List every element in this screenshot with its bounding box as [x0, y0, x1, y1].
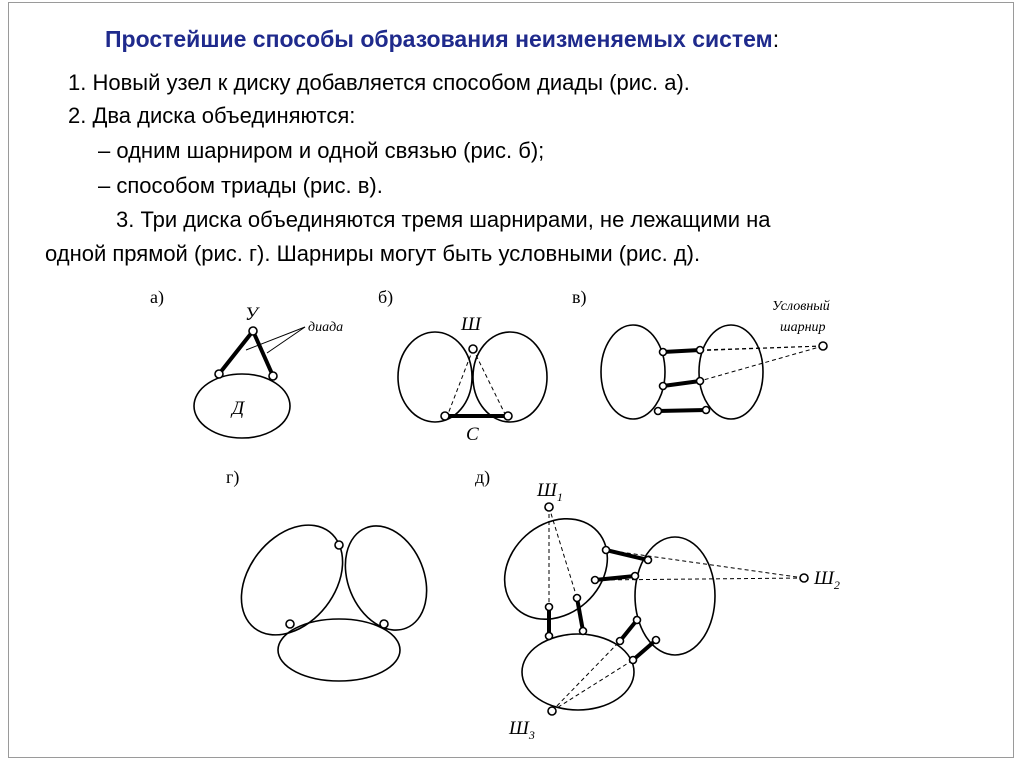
triad-hinge-1a — [660, 349, 667, 356]
hinge-sh3-sub: 3 — [528, 728, 535, 742]
text-line-4: – способом триады (рис. в). — [98, 173, 383, 198]
d-hinge-5a — [617, 638, 624, 645]
d-hinge-1b — [645, 557, 652, 564]
disk-b-left — [398, 332, 472, 422]
text-line-6: одной прямой (рис. г). Шарниры могут быть условными (рис. д). — [45, 241, 701, 266]
triad-hinge-3a — [655, 408, 662, 415]
d-hinge-5b — [634, 617, 641, 624]
triad-rod-3 — [658, 410, 706, 411]
disk-g-bottom — [278, 619, 400, 681]
disk-g-left — [221, 505, 364, 654]
disk-d-right — [635, 537, 715, 655]
hinge-sh2-letter: Ш — [814, 568, 834, 589]
disk-b-right-dash — [473, 349, 505, 414]
dyad-hinge-left — [215, 370, 223, 378]
text-line-5: 3. Три диска объединяются тремя шарнирами, не лежащими на — [116, 207, 771, 232]
d-dash-3b — [552, 660, 633, 711]
conditional-note-1: Условный — [772, 299, 830, 314]
d-rod-6 — [633, 640, 656, 660]
d-hinge-1a — [603, 547, 610, 554]
link-c-label: С — [466, 424, 479, 445]
text-line-3: – одним шарниром и одной связью (рис. б); — [98, 138, 545, 163]
disk-d-topleft — [484, 498, 627, 640]
triad-rod-2 — [663, 381, 700, 386]
disk-d-bottom — [522, 634, 634, 710]
conditional-dash-3 — [700, 346, 823, 381]
figure-d — [475, 467, 840, 742]
d-dash-1b — [549, 507, 577, 598]
d-hinge-3b — [546, 633, 553, 640]
hinge-sh3-label — [508, 718, 535, 742]
d-dash-3a — [552, 641, 620, 711]
dyad-rod-right — [253, 331, 273, 376]
d-rod-4 — [577, 598, 583, 631]
d-hinge-3a — [546, 604, 553, 611]
g-hinge-right — [380, 620, 388, 628]
d-hinge-4b — [580, 628, 587, 635]
hinge-sh2-sub: 2 — [833, 578, 840, 592]
dyad-note: диада — [308, 320, 344, 335]
d-hinge-6b — [653, 637, 660, 644]
figure-b-caption: б) — [378, 287, 394, 307]
figure-g-caption: г) — [226, 467, 240, 487]
d-hinge-6a — [630, 657, 637, 664]
figure-a-caption: а) — [150, 287, 164, 307]
g-hinge-left — [286, 620, 294, 628]
hinge-sh1-label — [536, 480, 563, 504]
dyad-rod-left — [219, 331, 253, 374]
hinge-sh1-sub: 1 — [556, 490, 563, 504]
node-u-label: У — [245, 304, 258, 325]
hinge-sh2-circle — [800, 574, 808, 582]
conditional-dash-2 — [700, 346, 823, 350]
triad-hinge-1b — [697, 347, 704, 354]
hinge-sh1-letter: Ш — [537, 480, 557, 501]
link-c-hinge-right — [504, 412, 512, 420]
hinge-sh1-circle — [545, 503, 553, 511]
figure-d-caption: д) — [475, 467, 491, 487]
disk-d-label: Д — [232, 398, 245, 419]
text-line-1: 1. Новый узел к диску добавляется способом диады (рис. а). — [68, 70, 690, 95]
hinge-sh3-circle — [548, 707, 556, 715]
disk-v-right — [699, 325, 763, 419]
triad-hinge-2b — [697, 378, 704, 385]
link-c-hinge-left — [441, 412, 449, 420]
disk-v-left — [601, 325, 665, 419]
g-hinge-top — [335, 541, 343, 549]
text-line-2: 2. Два диска объединяются: — [68, 103, 356, 128]
figure-v — [572, 287, 830, 419]
d-hinge-2b — [632, 573, 639, 580]
hinge-sh3-letter: Ш — [509, 718, 529, 739]
triad-hinge-2a — [660, 383, 667, 390]
dyad-hinge-right — [269, 372, 277, 380]
disk-b-left-dash — [448, 349, 473, 414]
node-u-hinge — [249, 327, 257, 335]
figure-b — [378, 287, 547, 445]
figure-a — [150, 287, 343, 438]
title-text: Простейшие способы образования неизменяемых систем — [105, 26, 773, 52]
d-hinge-2a — [592, 577, 599, 584]
title-colon: : — [772, 26, 780, 52]
hinge-sh-circle — [469, 345, 477, 353]
hinge-sh2-label — [813, 568, 840, 592]
hinge-sh-label: Ш — [461, 314, 481, 335]
triad-hinge-3b — [703, 407, 710, 414]
figure-g — [221, 467, 442, 681]
d-hinge-4a — [574, 595, 581, 602]
conditional-hinge-circle — [819, 342, 827, 350]
figure-v-caption: в) — [572, 287, 587, 307]
conditional-note-2: шарнир — [780, 320, 826, 335]
disk-b-right — [473, 332, 547, 422]
